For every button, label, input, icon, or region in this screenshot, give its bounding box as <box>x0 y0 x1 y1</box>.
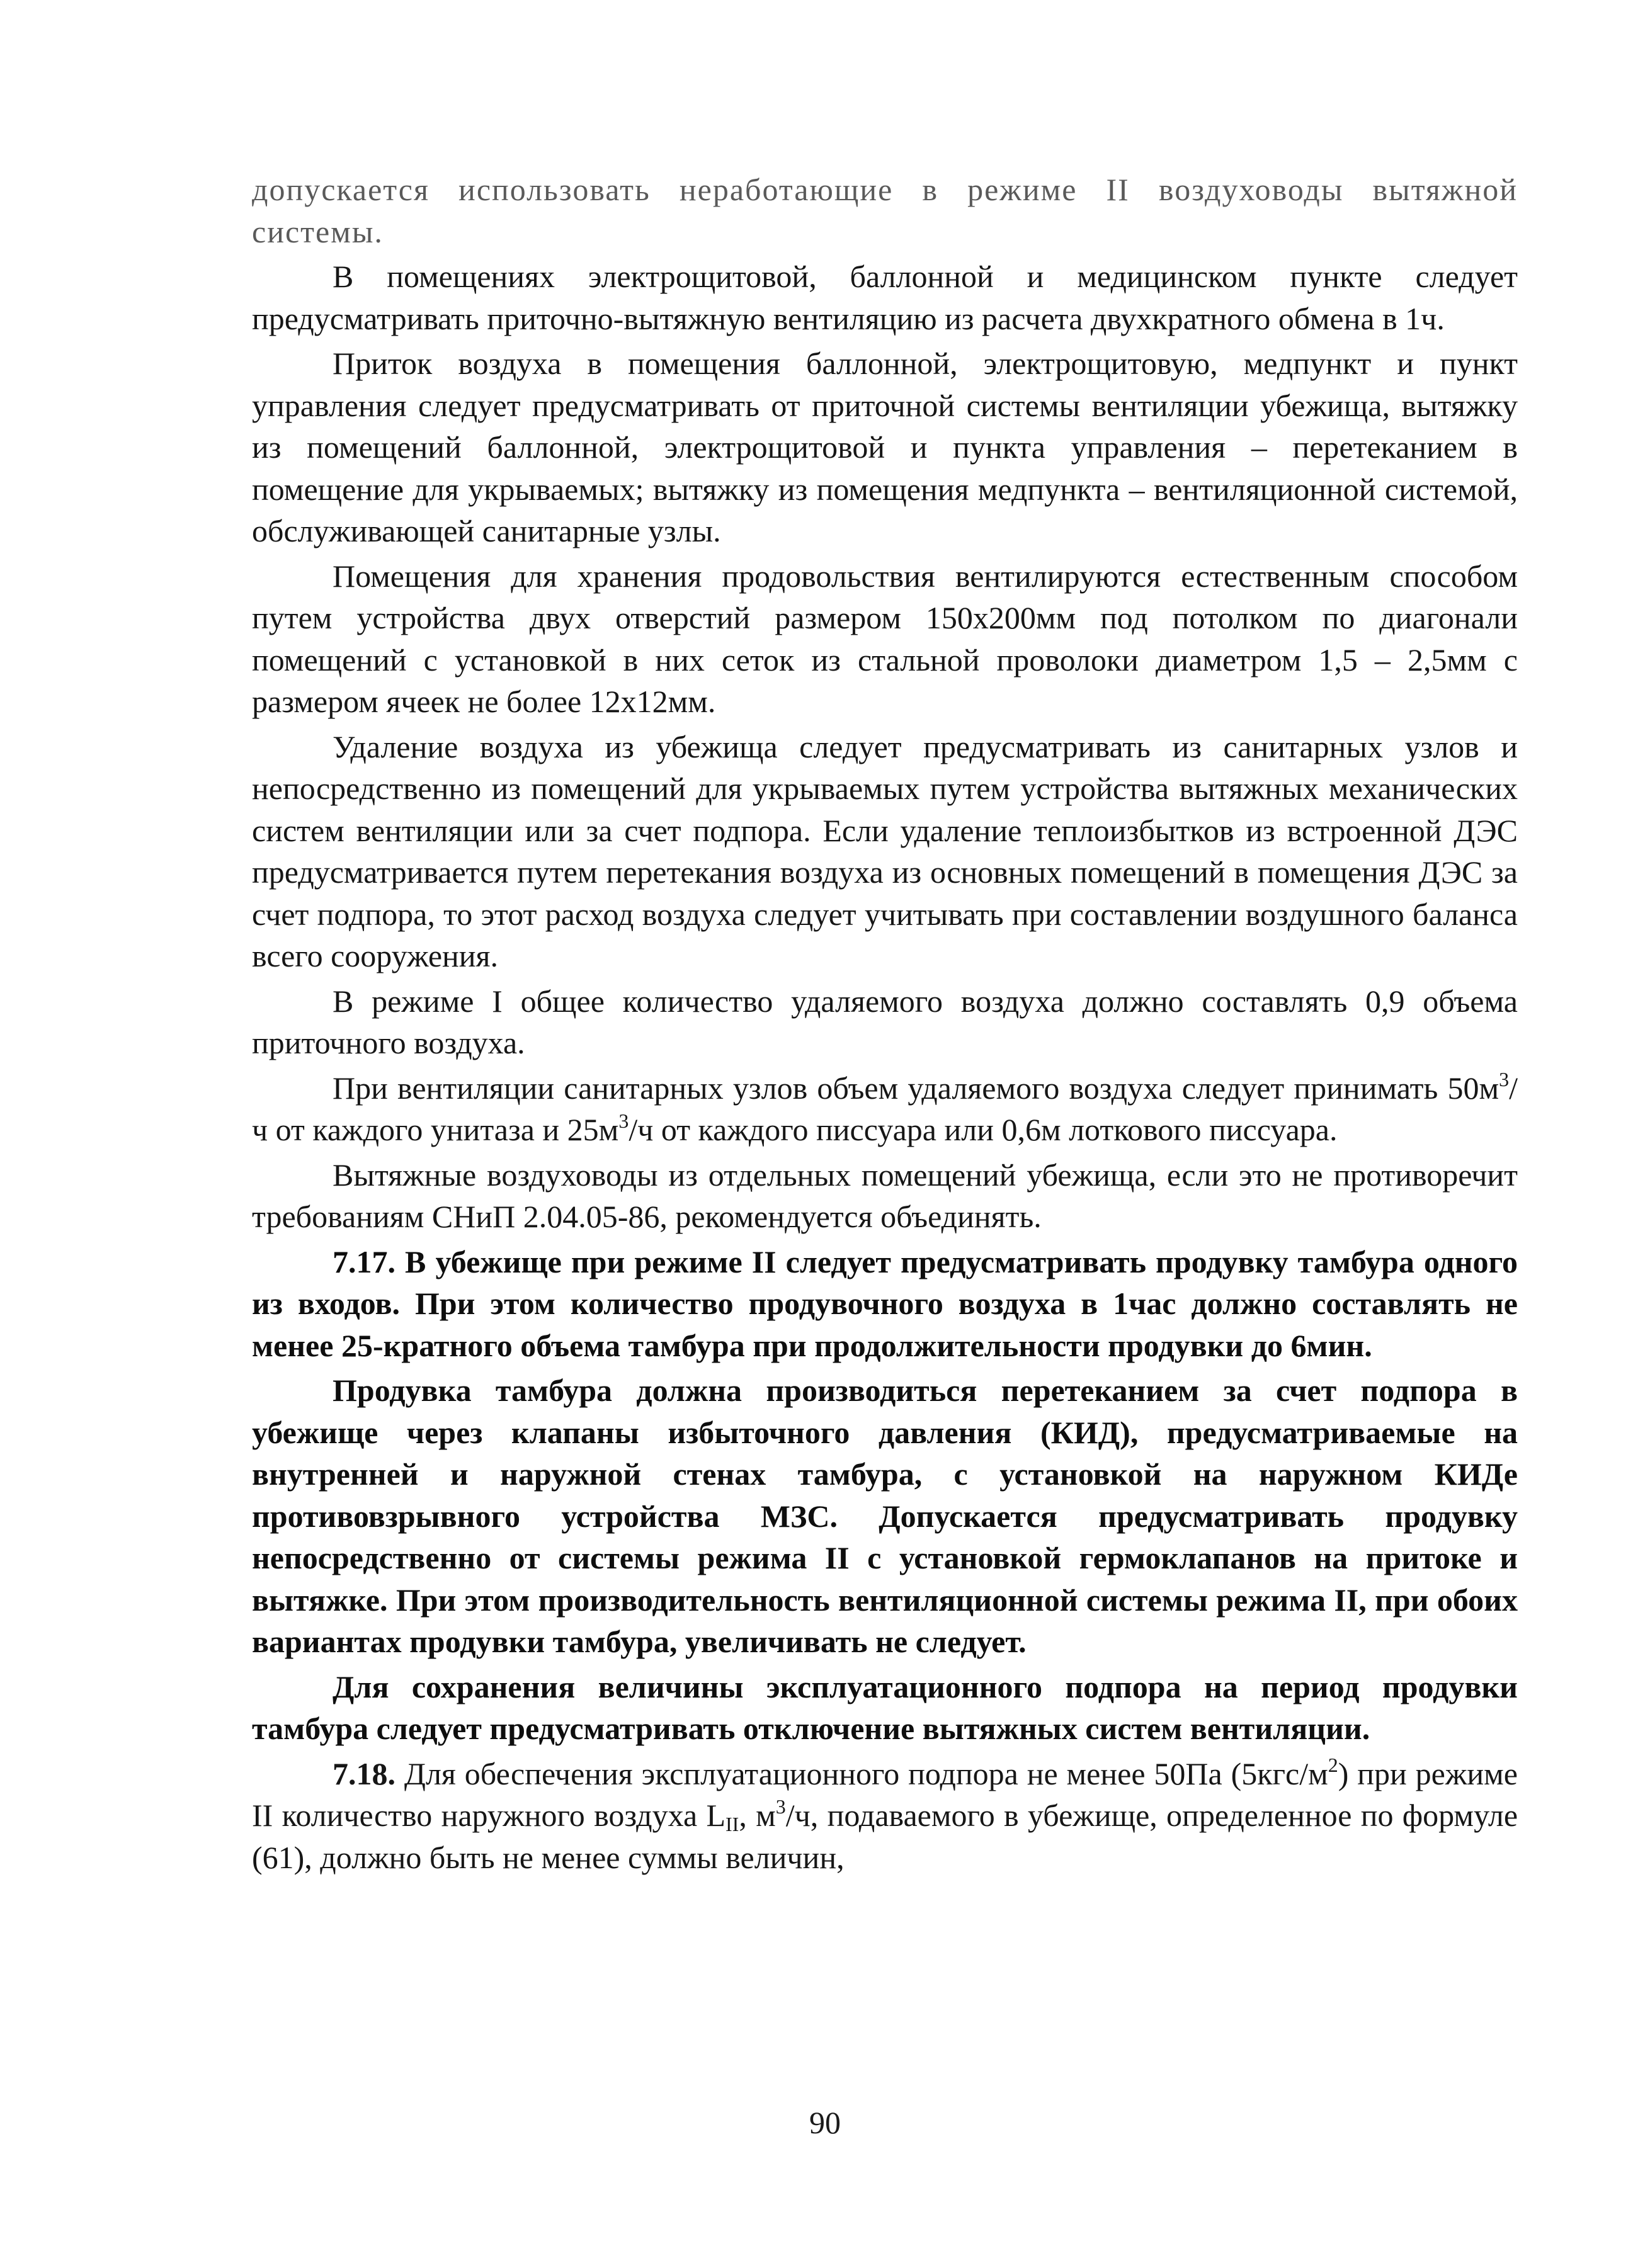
section-text: В убежище при режиме II следует предусматривать продувку тамбура одного из входов. При этом количество продувочного воздуха в 1час должно составлять не менее 25-кратного объема тамбура при продолжительности продувки до 6мин. <box>252 1244 1518 1363</box>
text-part: При вентиляции санитарных узлов объем удаляемого воздуха следует принимать 50м <box>333 1070 1499 1106</box>
section-7-18 <box>252 1753 1518 1879</box>
page-number: 90 <box>809 2105 841 2140</box>
superscript: 2 <box>1328 1753 1338 1776</box>
superscript: 3 <box>775 1795 786 1818</box>
text-part: /ч, подаваемого в убежище, определенное по формуле (61), должно быть не менее суммы величин, <box>252 1798 1518 1875</box>
text-part: , м <box>739 1798 776 1833</box>
paragraph-pressure-maintenance: Для сохранения величины эксплуатационного подпора на период продувки тамбура следует предусматривать отключение вытяжных систем вентиляции. <box>252 1669 1518 1746</box>
faded-text: допускается использовать неработающие в режиме II воздуховоды вытяжной системы. <box>252 172 1518 249</box>
paragraph-sanitary-ventilation <box>252 1067 1518 1151</box>
text-part: /ч от каждого унитаза и 25м <box>252 1070 1518 1147</box>
paragraph-vestibule-purge: Продувка тамбура должна производиться перетеканием за счет подпора в убежище через клапаны избыточного давления (КИД), предусматриваемые на внутренней и наружной стенах тамбура, с установкой на наружном КИДе противовзрывного устройства МЗС. Допускается предусматривать продувку непосредственно от системы режима II с установкой гермоклапанов на притоке и вытяжке. При этом производительность вентиляционной системы режима II, при обоих вариантах продувки тамбура, увеличивать не следует. <box>252 1373 1518 1659</box>
document-page <box>252 169 1518 1878</box>
section-7-17 <box>252 1241 1518 1367</box>
paragraph-air-supply: Приток воздуха в помещения баллонной, электрощитовую, медпункт и пункт управления следует предусматривать от приточной системы вентиляции убежища, вытяжку из помещений баллонной, электрощитовой и пункта управления – перетеканием в помещение для укрываемых; вытяжку из помещения медпункта – вентиляционной системой, обслуживающей санитарные узлы. <box>252 346 1518 548</box>
paragraph-continuation <box>252 169 1518 252</box>
text-part: ) при режиме II количество наружного воздуха L <box>252 1755 1518 1833</box>
paragraph-food-storage: Помещения для хранения продовольствия вентилируются естественным способом путем устройства двух отверстий размером 150х200мм под потолком по диагонали помещений с установкой в них сеток из стальной проволоки диаметром 1,5 – 2,5мм с размером ячеек не более 12х12мм. <box>252 558 1518 719</box>
text-part: Для обеспечения эксплуатационного подпора не менее 50Па (5кгс/м <box>395 1755 1328 1791</box>
paragraph-air-removal: Удаление воздуха из убежища следует предусматривать из санитарных узлов и непосредственно из помещений для укрываемых путем устройства вытяжных механических систем вентиляции или за счет подпора. Если удаление теплоизбытков из встроенной ДЭС предусматривается путем перетекания воздуха из основных помещений в помещения ДЭС за счет подпора, то этот расход воздуха следует учитывать при составлении воздушного баланса всего сооружения. <box>252 729 1518 973</box>
superscript: 3 <box>1499 1067 1510 1091</box>
section-number: 7.17. <box>333 1244 395 1279</box>
paragraph-mode-one-volume: В режиме I общее количество удаляемого воздуха должно составлять 0,9 объема приточного воздуха. <box>252 983 1518 1060</box>
paragraph-electrical-room-ventilation: В помещениях электрощитовой, баллонной и медицинском пункте следует предусматривать приточно-вытяжную вентиляцию из расчета двухкратного обмена в 1ч. <box>252 259 1518 336</box>
subscript: II <box>725 1813 739 1835</box>
superscript: 3 <box>618 1109 629 1132</box>
paragraph-ducts-combining: Вытяжные воздуховоды из отдельных помещений убежища, если это не противоречит требованиям СНиП 2.04.05-86, рекомендуется объединять. <box>252 1157 1518 1234</box>
text-part: /ч от каждого писсуара или 0,6м лоткового писсуара. <box>629 1112 1338 1147</box>
section-number: 7.18. <box>333 1755 395 1791</box>
